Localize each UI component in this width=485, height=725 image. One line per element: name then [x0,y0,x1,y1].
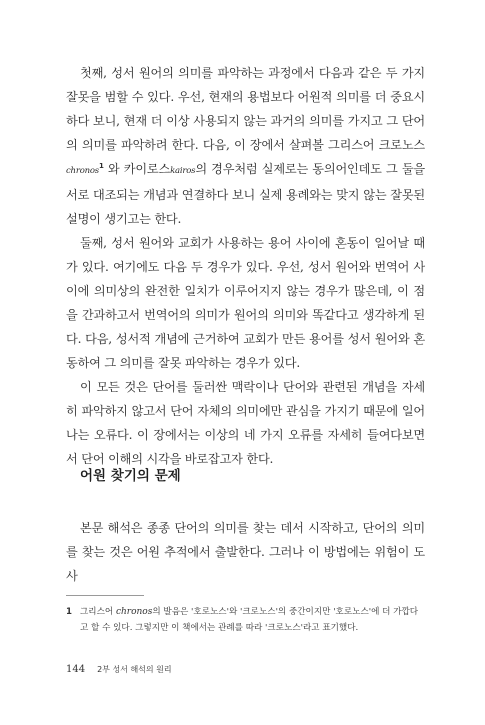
footnote-divider [66,595,144,596]
paragraph-1 [66,61,425,231]
section-paragraph-1: 본문 해석은 종종 단어의 의미를 찾는 데서 시작하고, 단어의 의미를 찾는 것은 어원 추적에서 출발한다. 그러나 이 방법에는 위험이 도사 [66,521,425,583]
footnote-text [80,604,425,636]
body-text [66,61,425,471]
footnote-text-b: 의 발음은 '호로노스'와 '크로노스'의 중간이지만 '호로노스'에 더 가깝다고 할 수 있다. 그렇지만 이 책에서는 관례를 따라 '크로노스'라고 표기했다. [80,607,419,633]
footnote-chronos-term: chronos [115,607,153,617]
page-number: 144 [66,664,86,675]
kairos-term: kairos [170,166,196,176]
paragraph-1-text-a: 첫째, 성서 원어의 의미를 파악하는 과정에서 다음과 같은 두 가지 잘못을 범할 수 있다. 우선, 현재의 용법보다 어원적 의미를 더 중요시하다 보니, 현재 더 이상 사용되지 않는 과거의 의미를 가지고 그 단어의 의미를 파악하려 한다. 다음, 이 장에서 살펴볼 그리스어 크로노스 [66,66,425,152]
paragraph-1-text-c: 의 경우처럼 실제로는 동의어인데도 그 둘을 서로 대조되는 개념과 연결하다 보니 실제 용례와는 맞지 않는 잘못된 설명이 생기고는 한다. [66,162,425,226]
paragraph-3: 이 모든 것은 단어를 둘러싼 맥락이나 단어와 관련된 개념을 자세히 파악하지 않고서 단어 자체의 의미에만 관심을 가지기 때문에 일어나는 오류다. 이 장에서는 이상의 네 가지 오류를 자세히 들여다보면서 단어 이해의 시각을 바로잡고자 한다. [66,380,425,466]
footnote-text-a: 그리스어 [80,607,116,617]
section-etymology [66,466,425,588]
page-footer [66,664,172,675]
chronos-term: chronos [66,166,99,176]
footnote-number: 1 [66,607,72,617]
footnote-1 [66,604,425,636]
running-head: 2부 성서 해석의 원리 [97,665,172,674]
section-text [66,516,425,588]
footnote-reference[interactable]: 1 [98,161,104,170]
paragraph-2: 둘째, 성서 원어와 교회가 사용하는 용어 사이에 혼동이 일어날 때가 있다. 여기에도 다음 두 경우가 있다. 우선, 성서 원어와 번역어 사이에 의미상의 완전한 일치가 이루어지지 않는 경우가 많은데, 이 점을 간과하고서 번역어의 의미가 원어의 의미와 똑같다고 생각하게 된다. 다음, 성서적 개념에 근거하여 교회가 만든 용어를 성서 원어와 혼동하여 그 의미를 잘못 파악하는 경우가 있다. [66,236,425,370]
section-heading: 어원 찾기의 문제 [80,468,181,484]
paragraph-1-text-b: 와 카이로스 [103,162,171,176]
